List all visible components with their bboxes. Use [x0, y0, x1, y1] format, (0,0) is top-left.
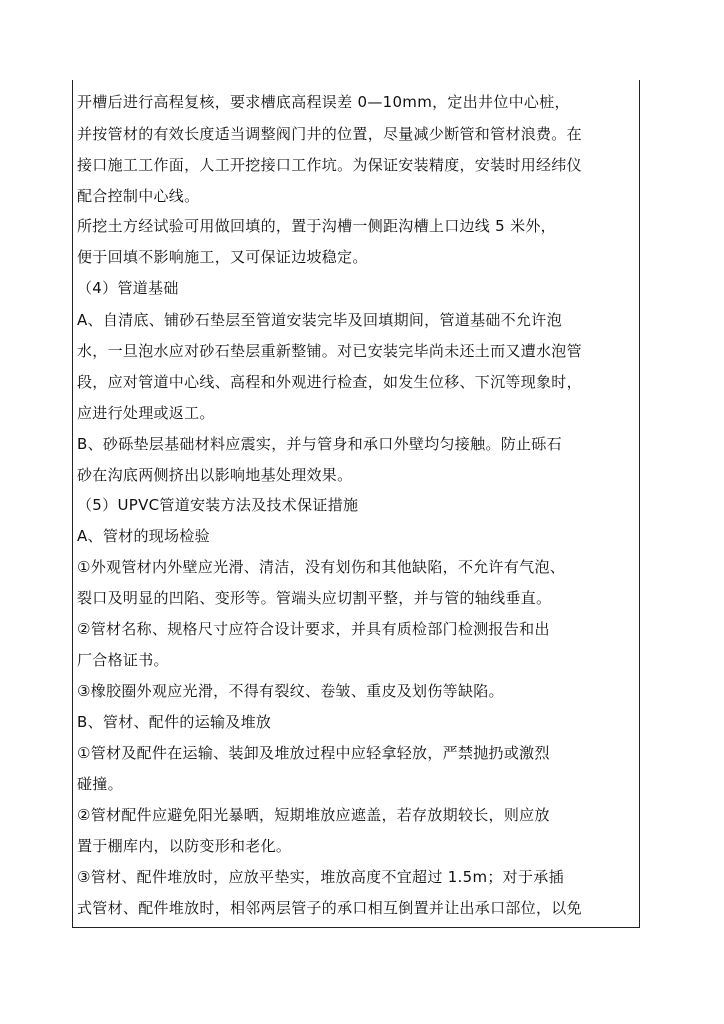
section-heading: （5）UPVC管道安装方法及技术保证措施: [77, 496, 359, 514]
text-line: 并按管材的有效长度适当调整阀门井的位置，尽量减少断管和管材浪费。在: [77, 125, 582, 143]
text-line: ②管材名称、规格尺寸应符合设计要求，并具有质检部门检测报告和出: [77, 620, 550, 638]
text-line: ①管材及配件在运输、装卸及堆放过程中应轻拿轻放，严禁抛扔或激烈: [77, 744, 550, 762]
text-line: 配合控制中心线。: [77, 187, 200, 205]
text-line: 裂口及明显的凹陷、变形等。管端头应切割平整，并与管的轴线垂直。: [77, 589, 552, 607]
text-line: 置于棚库内，以防变形和老化。: [77, 837, 292, 855]
text-line: 便于回填不影响施工，又可保证边坡稳定。: [77, 248, 368, 266]
text-line: ③橡胶圈外观应光滑，不得有裂纹、卷皱、重皮及划伤等缺陷。: [77, 682, 504, 700]
text-line: 开槽后进行高程复核，要求槽底高程误差 0—10mm，定出井位中心桩，: [77, 93, 570, 111]
text-line: ①外观管材内外壁应光滑、清洁，没有划伤和其他缺陷，不允许有气泡、: [77, 558, 566, 576]
text-line: 砂在沟底两侧挤出以影响地基处理效果。: [77, 466, 353, 484]
text-line: 厂合格证书。: [77, 651, 169, 669]
subsection-heading: A、管材的现场检验: [77, 527, 210, 545]
text-line: 碰撞。: [77, 775, 123, 793]
text-line: 水，一旦泡水应对砂石垫层重新整铺。对已安装完毕尚未还土而又遭水泡管: [77, 342, 582, 360]
subsection-heading: B、管材、配件的运输及堆放: [77, 713, 272, 731]
text-line: ②管材配件应避免阳光暴晒，短期堆放应遮盖，若存放期较长，则应放: [77, 806, 550, 824]
text-line: ③管材、配件堆放时，应放平垫实，堆放高度不宜超过 1.5m；对于承插: [77, 868, 564, 886]
text-line: 所挖土方经试验可用做回填的，置于沟槽一侧距沟槽上口边线 5 米外，: [77, 217, 556, 235]
text-line: 应进行处理或返工。: [77, 404, 215, 422]
text-line: B、砂砾垫层基础材料应震实，并与管身和承口外壁均匀接触。防止砾石: [77, 435, 562, 453]
text-line: A、自清底、铺砂石垫层至管道安装完毕及回填期间，管道基础不允许泡: [77, 311, 562, 329]
text-line: 接口施工工作面，人工开挖接口工作坑。为保证安装精度，安装时用经纬仪: [77, 156, 582, 174]
section-heading: （4）管道基础: [77, 279, 179, 297]
text-line: 段，应对管道中心线、高程和外观进行检查，如发生位移、下沉等现象时，: [77, 373, 582, 391]
text-line: 式管材、配件堆放时，相邻两层管子的承口相互倒置并让出承口部位，以免: [77, 899, 582, 917]
